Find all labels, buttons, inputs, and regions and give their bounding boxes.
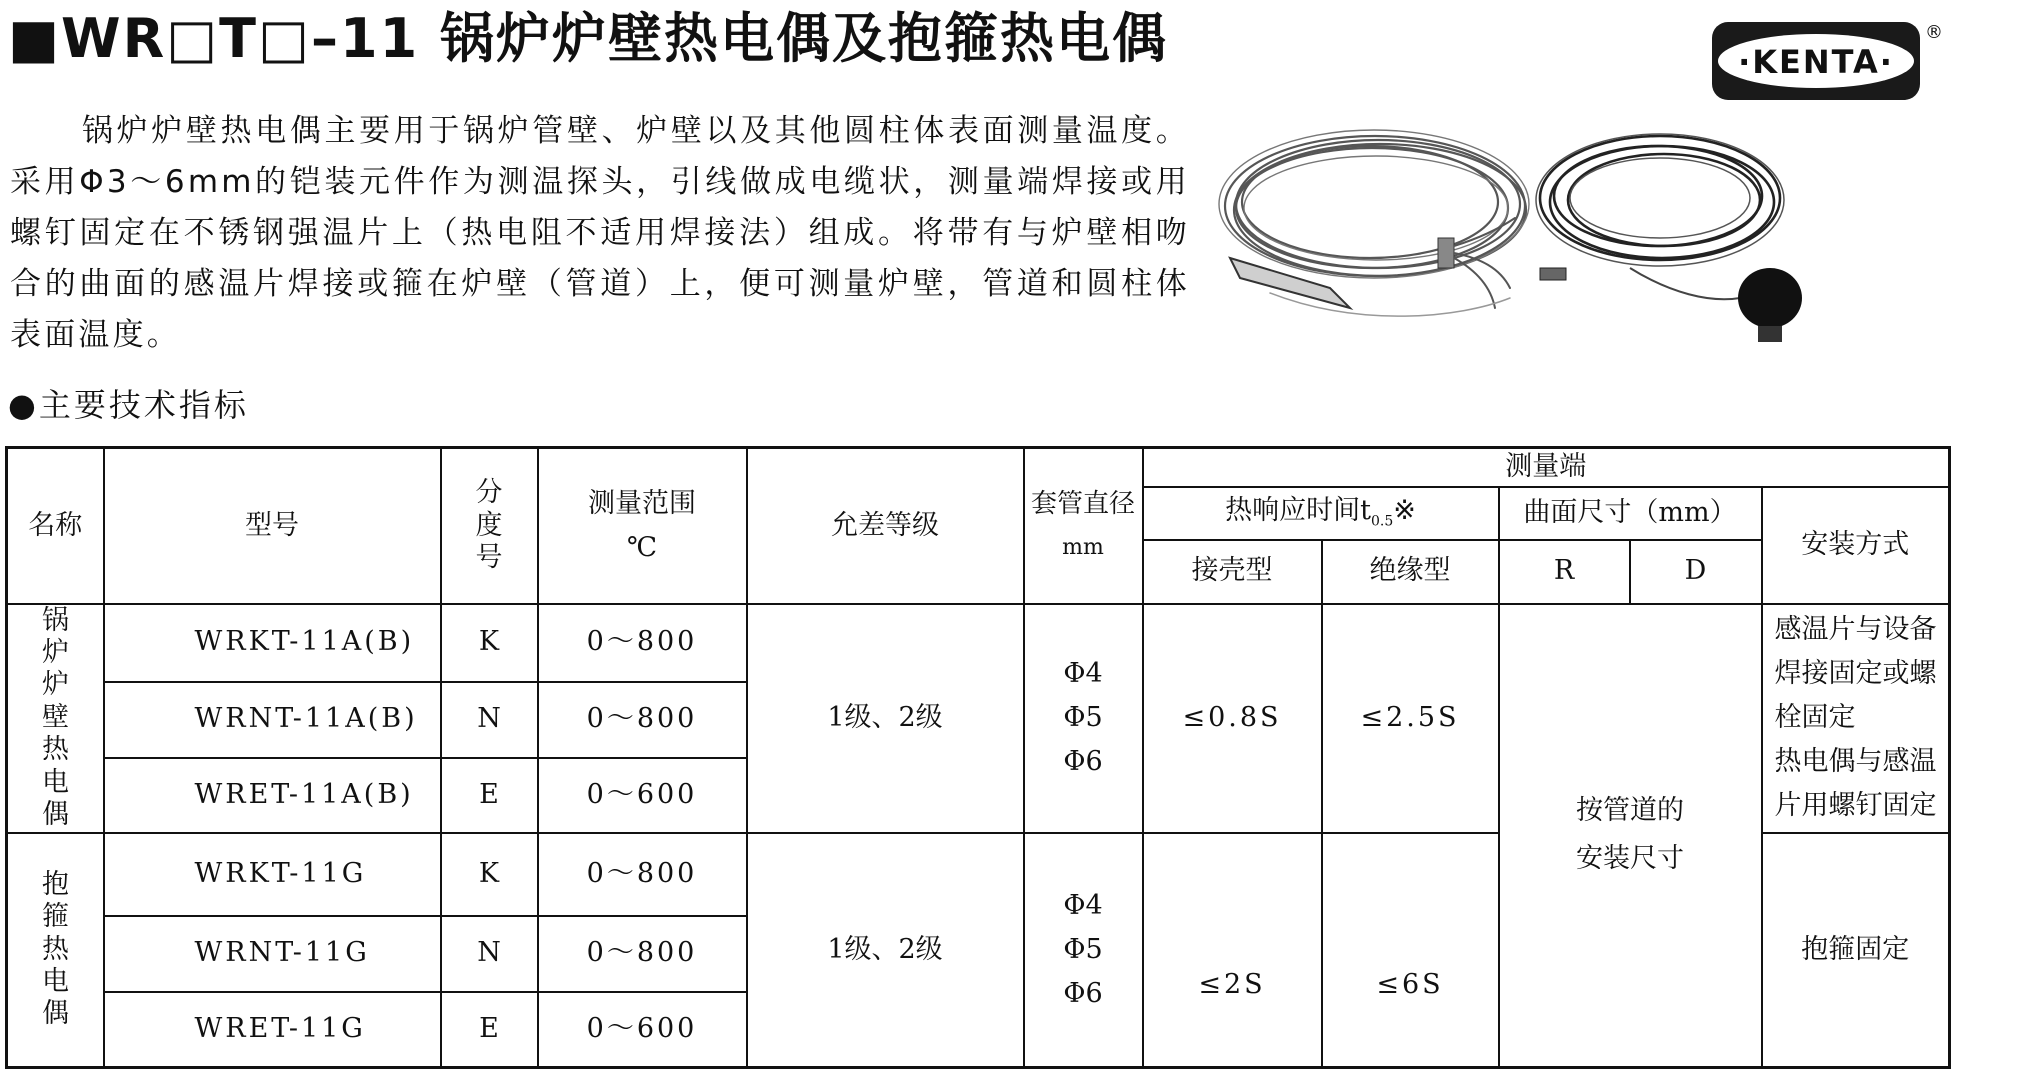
install-line: 焊接固定或螺 <box>1774 658 1937 689</box>
grounded-cell: ≤2S <box>1143 833 1322 1068</box>
install-cell: 抱箍固定 <box>1762 833 1950 1068</box>
sheath-value: Φ5 <box>1063 702 1103 733</box>
range-cell: 0～600 <box>538 758 747 833</box>
header-sheath-unit: mm <box>1062 534 1104 560</box>
graduation-cell: K <box>441 604 538 682</box>
header-sheath-label: 套管直径 <box>1030 488 1135 519</box>
registered-mark: ® <box>1925 22 1943 43</box>
graduation-cell: N <box>441 916 538 992</box>
tolerance-cell: 1级、2级 <box>747 604 1024 833</box>
header-response-sub: 0.5 <box>1370 513 1394 530</box>
header-range <box>538 448 747 604</box>
sheath-value: Φ4 <box>1063 889 1103 921</box>
header-measuring-end: 测量端 <box>1143 448 1950 487</box>
install-line: 栓固定 <box>1774 702 1856 733</box>
header-insulated: 绝缘型 <box>1322 540 1499 604</box>
clamp-thermocouple-image <box>1536 134 1802 342</box>
page-title: ■WR□T□–11 锅炉炉壁热电偶及抱箍热电偶 <box>8 7 1168 70</box>
model-cell: WRET-11G <box>104 992 441 1068</box>
header-model: 型号 <box>104 448 441 604</box>
range-cell: 0～800 <box>538 833 747 916</box>
curve-size-line: 安装尺寸 <box>1576 843 1684 875</box>
install-line: 热电偶与感温 <box>1774 746 1937 777</box>
header-response-mark: ※ <box>1393 495 1416 527</box>
graduation-cell: E <box>441 758 538 833</box>
install-line: 感温片与设备 <box>1774 614 1937 645</box>
table-row <box>7 604 1950 682</box>
model-cell: WRKT-11A(B) <box>104 604 441 682</box>
header-install: 安装方式 <box>1762 487 1950 604</box>
graduation-cell: K <box>441 833 538 916</box>
model-cell: WRKT-11G <box>104 833 441 916</box>
logo-text: ·KENTA· <box>1738 43 1894 81</box>
header-graduation: 分 度 号 <box>441 448 538 604</box>
group-name: 抱 箍 热 电 偶 <box>7 833 104 1068</box>
intro-paragraph: 锅炉炉壁热电偶主要用于锅炉管壁、炉壁以及其他圆柱体表面测量温度。采用Φ3～6mm的铠装元件作为测温探头，引线做成电缆状，测量端焊接或用螺钉固定在不锈钢强温片上（热电阻不适用焊接法）组成。将带有与炉壁相吻合的曲面的感温片焊接或箍在炉壁（管道）上，便可测量炉壁，管道和圆柱体表面温度。 <box>10 113 1190 353</box>
sheath-value: Φ6 <box>1063 746 1103 777</box>
header-grounded: 接壳型 <box>1143 540 1322 604</box>
header-curve-size: 曲面尺寸（mm） <box>1499 487 1762 540</box>
insulated-cell: ≤2.5S <box>1322 604 1499 833</box>
header-r: R <box>1499 540 1630 604</box>
boiler-thermocouple-image <box>1219 130 1529 316</box>
header-d: D <box>1630 540 1762 604</box>
sheath-cell <box>1024 833 1143 1068</box>
section-title: ●主要技术指标 <box>8 386 249 424</box>
tolerance-cell: 1级、2级 <box>747 833 1024 1068</box>
graduation-cell: N <box>441 682 538 758</box>
curve-size-cell <box>1499 604 1762 1068</box>
sheath-value: Φ5 <box>1063 933 1103 965</box>
install-line: 片用螺钉固定 <box>1774 790 1937 821</box>
intro-text <box>10 106 1190 361</box>
grounded-cell: ≤0.8S <box>1143 604 1322 833</box>
sheath-cell <box>1024 604 1143 833</box>
model-cell: WRET-11A(B) <box>104 758 441 833</box>
curve-size-line: 按管道的 <box>1576 795 1684 827</box>
header-range-label: 测量范围 <box>588 487 696 519</box>
insulated-cell: ≤6S <box>1322 833 1499 1068</box>
install-cell <box>1762 604 1950 833</box>
sheath-value: Φ6 <box>1063 977 1103 1009</box>
range-cell: 0～800 <box>538 916 747 992</box>
spec-table <box>5 446 1951 1069</box>
header-row <box>7 448 1950 487</box>
sheath-value: Φ4 <box>1063 658 1103 689</box>
product-photo <box>1210 118 1810 378</box>
model-cell: WRNT-11A(B) <box>104 682 441 758</box>
kenta-logo <box>1710 20 1943 102</box>
header-response-label: 热响应时间t <box>1225 495 1371 527</box>
model-cell: WRNT-11G <box>104 916 441 992</box>
header-sheath <box>1024 448 1143 604</box>
range-cell: 0～800 <box>538 682 747 758</box>
header-range-unit: ℃ <box>626 531 658 563</box>
range-cell: 0～600 <box>538 992 747 1068</box>
range-cell: 0～800 <box>538 604 747 682</box>
graduation-cell: E <box>441 992 538 1068</box>
header-name: 名称 <box>7 448 104 604</box>
group-name: 锅 炉 炉 壁 热 电 偶 <box>7 604 104 833</box>
header-response-time <box>1143 487 1499 540</box>
header-tolerance: 允差等级 <box>747 448 1024 604</box>
